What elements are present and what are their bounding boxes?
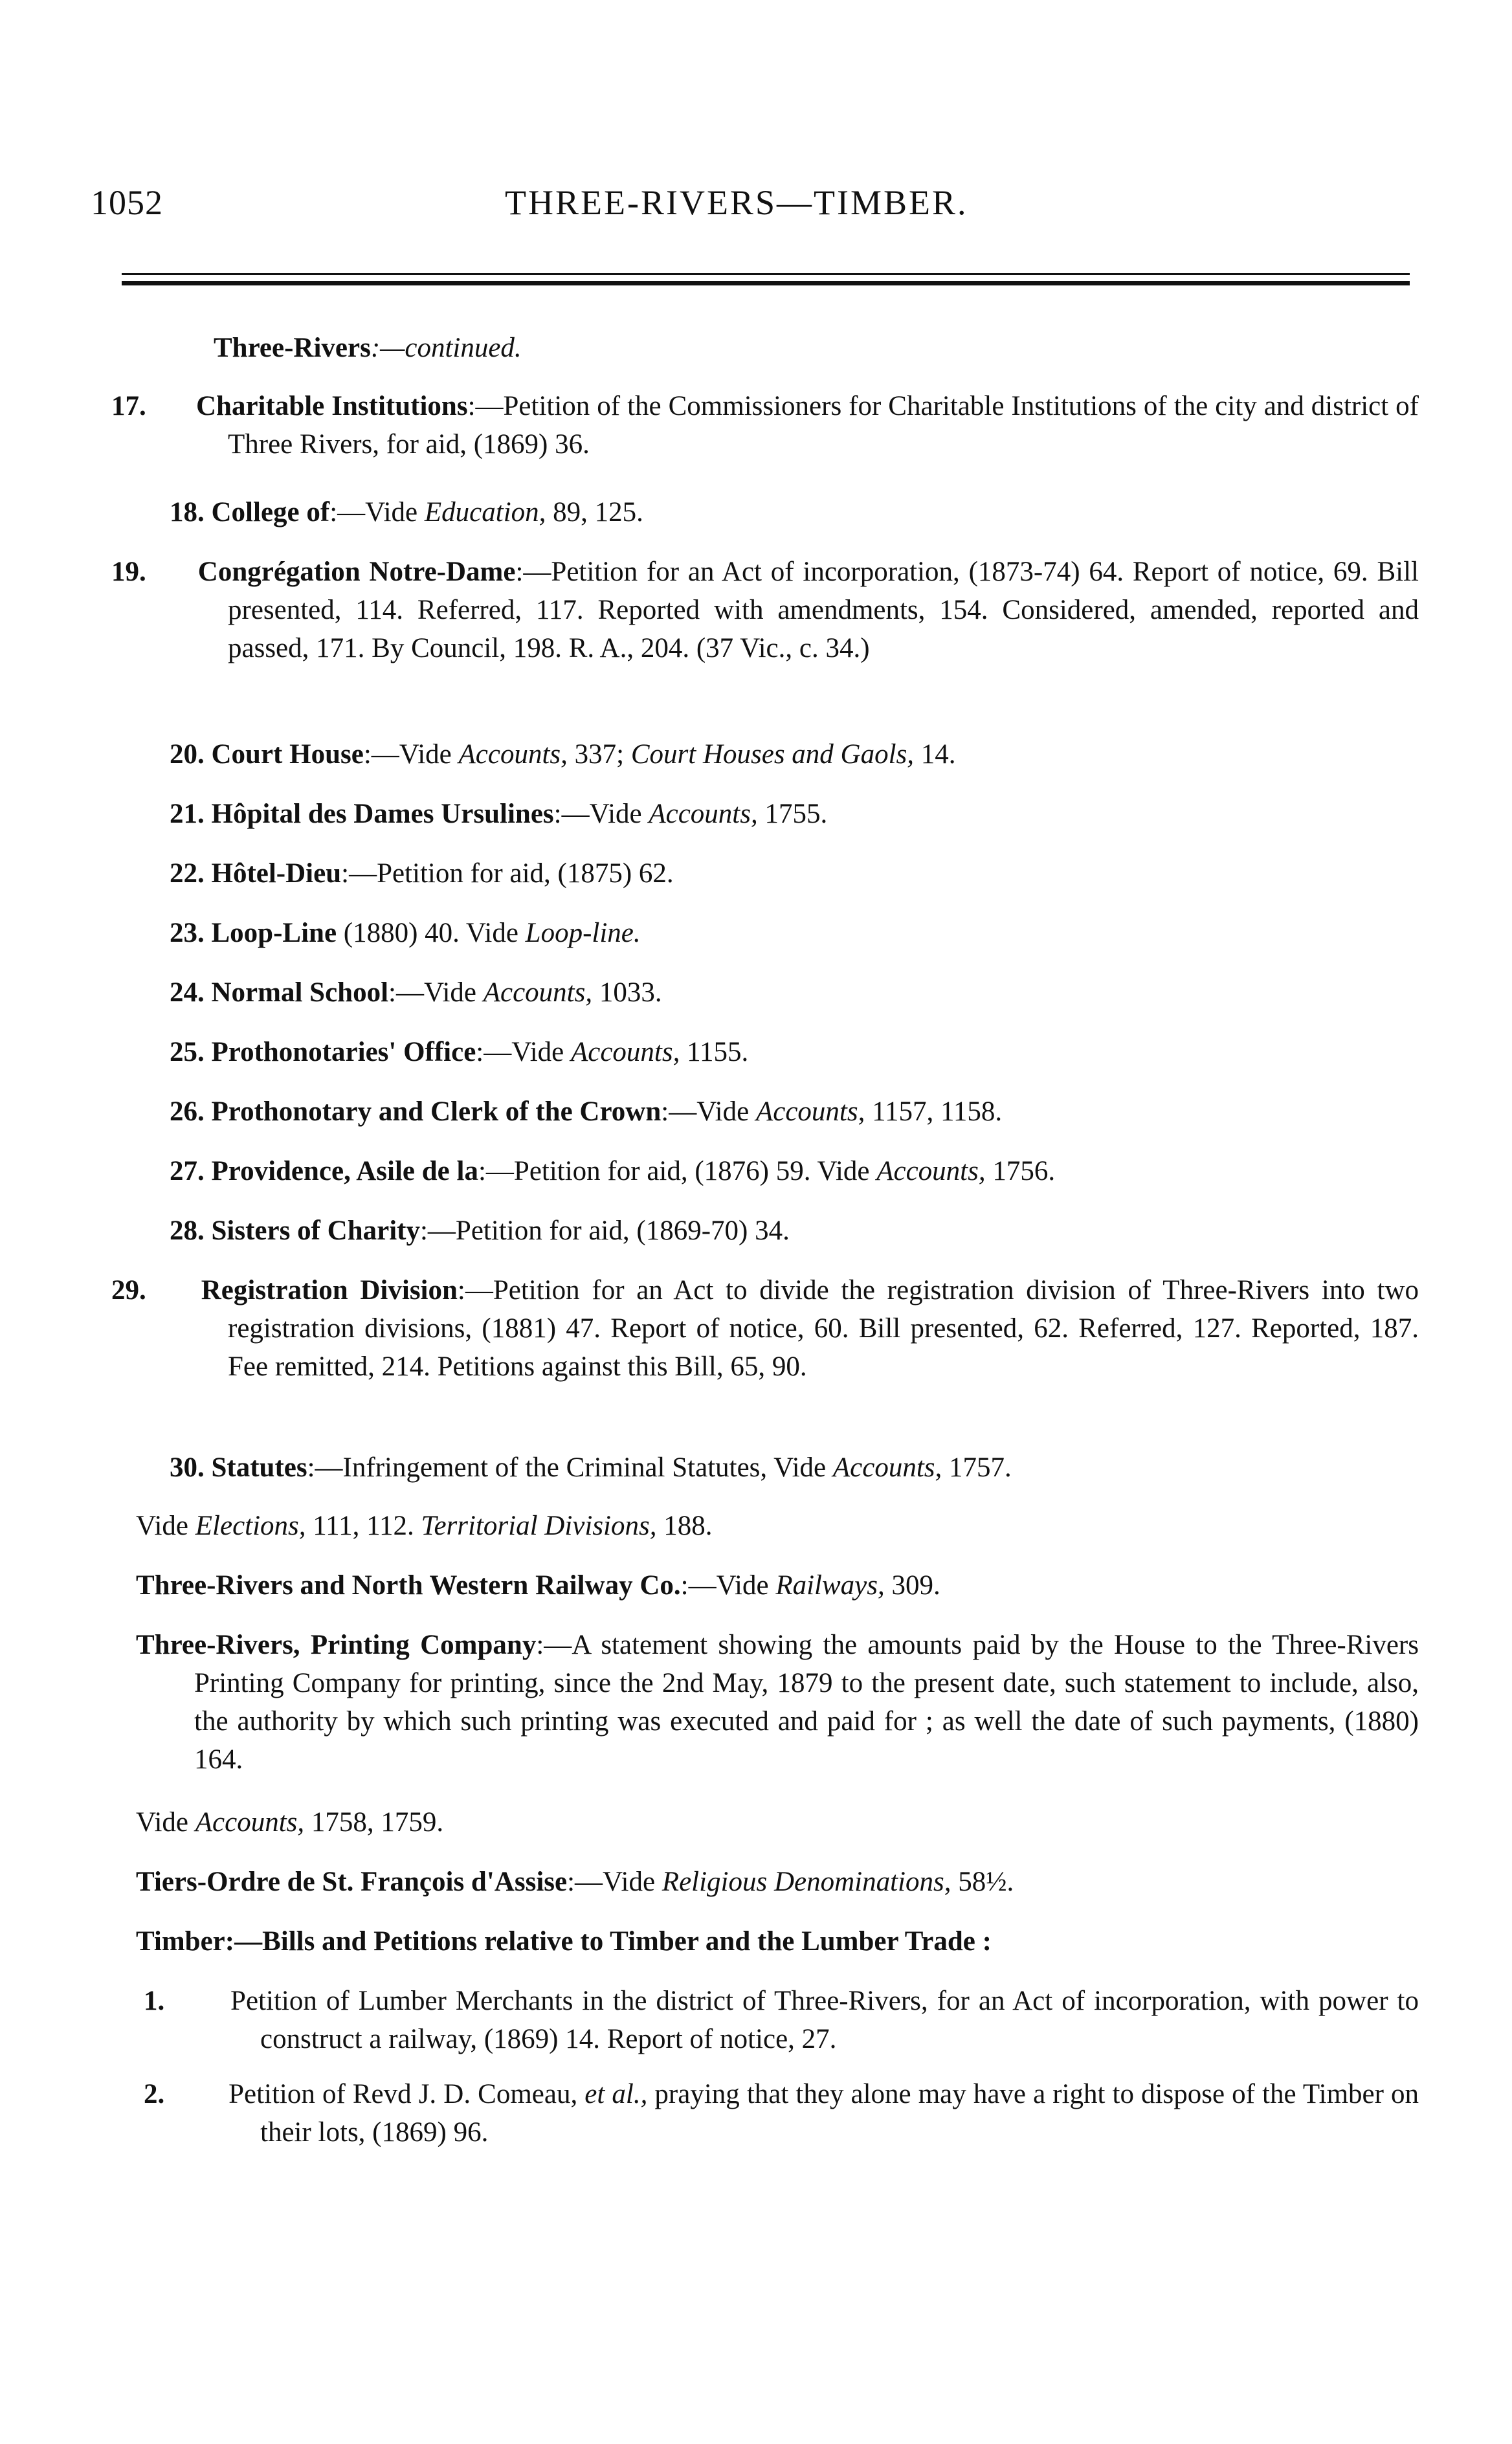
entry-text: :—Petition for aid, (1869-70) 34. bbox=[419, 1216, 790, 1246]
entry-ref-italic: Loop-line. bbox=[525, 918, 641, 948]
vide-ref-pages: 111, 112. bbox=[306, 1511, 421, 1541]
entry-ref-italic: Religious Denominations, bbox=[662, 1867, 951, 1897]
vide-ref-italic: Accounts, bbox=[195, 1807, 305, 1838]
entry-number: 25. bbox=[170, 1037, 205, 1067]
timber-item-2 bbox=[144, 2075, 1419, 2151]
entry-ref-italic: Accounts, bbox=[649, 799, 758, 829]
entry-ref-italic: Accounts, bbox=[458, 739, 568, 770]
entry-ref-italic-2: Court Houses and Gaols, bbox=[630, 739, 915, 770]
entry-ref-pages: 1757. bbox=[942, 1452, 1012, 1483]
continued-heading bbox=[214, 329, 522, 367]
entry-23 bbox=[170, 914, 641, 952]
entry-heading: Providence, Asile de la bbox=[211, 1156, 478, 1186]
entry-ref-italic: et al., bbox=[584, 2079, 648, 2109]
entry-ref-pages: 309. bbox=[884, 1570, 940, 1601]
entry-heading: Three-Rivers, Printing Company bbox=[136, 1630, 537, 1660]
entry-heading: Hôpital des Dames Ursulines bbox=[211, 799, 554, 829]
entry-24 bbox=[170, 973, 662, 1012]
entry-text: :—Infringement of the Criminal Statutes, Vide bbox=[307, 1452, 833, 1483]
vide-prefix: Vide bbox=[136, 1807, 195, 1838]
entry-heading: Tiers-Ordre de St. François d'Assise bbox=[136, 1867, 568, 1897]
entry-text: :—Vide bbox=[661, 1096, 756, 1127]
entry-heading: Congrégation Notre-Dame bbox=[197, 557, 516, 587]
entry-text: :—Vide bbox=[567, 1867, 662, 1897]
entry-heading: Statutes bbox=[211, 1452, 307, 1483]
entry-ref-pages: 1755. bbox=[757, 799, 828, 829]
entry-text: :—Vide bbox=[363, 739, 459, 770]
entry-text: :—Vide bbox=[680, 1570, 776, 1601]
entry-29 bbox=[111, 1271, 1419, 1386]
entry-27 bbox=[170, 1152, 1055, 1190]
entry-heading: College of bbox=[211, 497, 330, 528]
entry-ref-italic: Accounts, bbox=[832, 1452, 942, 1483]
entry-17 bbox=[111, 387, 1419, 463]
continued-heading-label: Three-Rivers bbox=[214, 333, 371, 363]
entry-28 bbox=[170, 1212, 790, 1250]
entry-number: 26. bbox=[170, 1096, 205, 1127]
entry-heading: Registration Division bbox=[201, 1275, 458, 1305]
vide-prefix: Vide bbox=[136, 1511, 195, 1541]
entry-subheading: :—Bills and Petitions relative to Timber and the Lumber Trade : bbox=[225, 1926, 992, 1957]
tiers-ordre-entry bbox=[136, 1863, 1014, 1901]
entry-ref-pages-2: 14. bbox=[914, 739, 956, 770]
entry-18 bbox=[170, 493, 643, 531]
entry-number: 2. bbox=[144, 2079, 165, 2109]
entry-ref-pages: 1157, 1158. bbox=[865, 1096, 1003, 1127]
entry-20 bbox=[170, 735, 956, 773]
timber-item-1 bbox=[144, 1982, 1419, 2058]
entry-ref-pages: 1155. bbox=[680, 1037, 749, 1067]
entry-number: 23. bbox=[170, 918, 205, 948]
entry-heading: Prothonotary and Clerk of the Crown bbox=[211, 1096, 662, 1127]
vide-ref-italic: Elections, bbox=[195, 1511, 306, 1541]
entry-number: 29. bbox=[111, 1275, 146, 1305]
vide-elections bbox=[136, 1507, 713, 1545]
running-title: THREE-RIVERS—TIMBER. bbox=[505, 183, 968, 222]
vide-accounts bbox=[136, 1803, 443, 1841]
printing-company-entry bbox=[136, 1626, 1419, 1779]
entry-text: :—Petition for aid, (1876) 59. Vide bbox=[478, 1156, 877, 1186]
entry-heading: Charitable Institutions bbox=[196, 391, 468, 421]
entry-number: 20. bbox=[170, 739, 205, 770]
entry-heading: Loop-Line bbox=[211, 918, 337, 948]
vide-ref-pages-2: 188. bbox=[656, 1511, 713, 1541]
entry-number: 17. bbox=[111, 391, 146, 421]
entry-heading: Three-Rivers and North Western Railway Co. bbox=[136, 1570, 681, 1601]
entry-ref-pages: 1756. bbox=[985, 1156, 1056, 1186]
entry-text: :—Petition for aid, (1875) 62. bbox=[341, 858, 674, 889]
entry-text: :—Vide bbox=[476, 1037, 571, 1067]
railway-entry bbox=[136, 1566, 940, 1605]
entry-heading: Timber bbox=[136, 1926, 225, 1957]
entry-19 bbox=[111, 553, 1419, 667]
entry-ref-pages: 58½. bbox=[951, 1867, 1014, 1897]
entry-ref-pages: 1033. bbox=[592, 977, 662, 1008]
entry-ref-italic: Education, bbox=[424, 497, 546, 528]
entry-heading: Hôtel-Dieu bbox=[211, 858, 342, 889]
continued-suffix: :—continued. bbox=[370, 333, 522, 363]
entry-ref-pages: 89, 125. bbox=[546, 497, 643, 528]
entry-ref-italic: Accounts, bbox=[755, 1096, 865, 1127]
entry-text: Petition of Lumber Merchants in the district of Three-Rivers, for an Act of incorporation, with power to construct a railway, (1869) 14. Report of notice, 27. bbox=[230, 1986, 1419, 2054]
entry-heading: Prothonotaries' Office bbox=[211, 1037, 476, 1067]
entry-26 bbox=[170, 1093, 1002, 1131]
entry-number: 28. bbox=[170, 1216, 205, 1246]
entry-30 bbox=[170, 1449, 1012, 1487]
entry-number: 19. bbox=[111, 557, 146, 587]
entry-heading: Court House bbox=[211, 739, 364, 770]
entry-text: :—Vide bbox=[388, 977, 484, 1008]
entry-ref-pages: 337; bbox=[567, 739, 631, 770]
timber-heading bbox=[136, 1922, 992, 1961]
entry-number: 27. bbox=[170, 1156, 205, 1186]
entry-ref-italic: Accounts, bbox=[483, 977, 593, 1008]
entry-number: 21. bbox=[170, 799, 205, 829]
entry-number: 22. bbox=[170, 858, 205, 889]
entry-number: 30. bbox=[170, 1452, 205, 1483]
entry-22 bbox=[170, 854, 674, 893]
entry-heading: Normal School bbox=[211, 977, 389, 1008]
page-number: 1052 bbox=[91, 183, 163, 222]
entry-text: :—A statement showing the amounts paid by the House to the Three-Rivers Printing Company for printing, since the 2nd May, 1879 to the present date, such statement to include, also, the authority by which such printing was executed and paid for ; as well the date of such payments, (1880) 164. bbox=[194, 1630, 1419, 1775]
vide-ref-pages: 1758, 1759. bbox=[304, 1807, 444, 1838]
entry-25 bbox=[170, 1033, 748, 1071]
entry-text: :—Vide bbox=[553, 799, 649, 829]
entry-text: (1880) 40. Vide bbox=[337, 918, 526, 948]
entry-text: :—Petition of the Commissioners for Charitable Institutions of the city and district of Three Rivers, for aid, (1869) 36. bbox=[228, 391, 1419, 460]
entry-ref-italic: Railways, bbox=[775, 1570, 885, 1601]
entry-text: :—Vide bbox=[329, 497, 425, 528]
entry-number: 1. bbox=[144, 1986, 165, 2016]
entry-text: Petition of Revd J. D. Comeau, bbox=[228, 2079, 585, 2109]
entry-text: :—Petition for an Act of incorporation, (1873-74) 64. Report of notice, 69. Bill presented, 114. Referred, 117. Reported with amendments, 154. Considered, amended, reported and passed, 171. By Council, 198. R. A., 204. (37 Vic., c. 34.) bbox=[228, 557, 1419, 663]
entry-21 bbox=[170, 795, 827, 833]
entry-ref-italic: Accounts, bbox=[876, 1156, 986, 1186]
vide-ref-italic-2: Territorial Divisions, bbox=[421, 1511, 657, 1541]
entry-number: 24. bbox=[170, 977, 205, 1008]
entry-text-tail: praying that they alone may have a right to dispose of the Timber on their lots, (1869) 96. bbox=[260, 2079, 1419, 2148]
entry-number: 18. bbox=[170, 497, 205, 528]
entry-heading: Sisters of Charity bbox=[211, 1216, 420, 1246]
entry-ref-italic: Accounts, bbox=[571, 1037, 680, 1067]
entry-text: :—Petition for an Act to divide the registration division of Three-Rivers into two registration divisions, (1881) 47. Report of notice, 60. Bill presented, 62. Referred, 127. Reported, 187. Fee remitted, 214. Petitions against this Bill, 65, 90. bbox=[228, 1275, 1419, 1382]
